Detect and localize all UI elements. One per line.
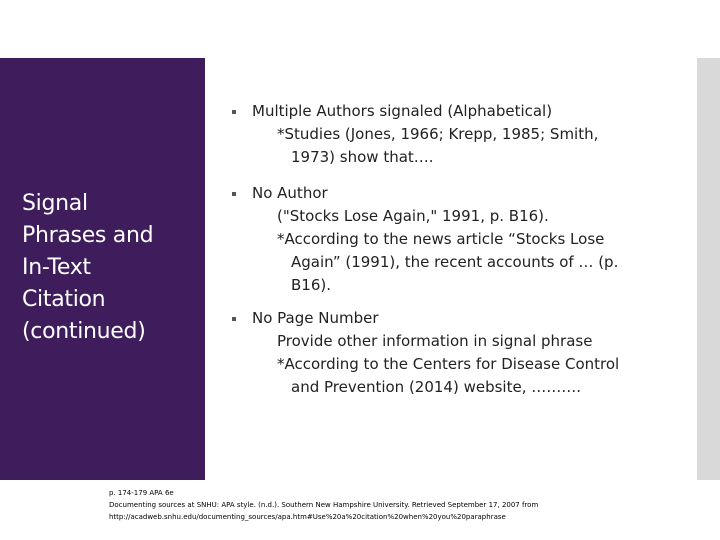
title-line: Phrases and [22,223,154,248]
slide-title [22,188,197,348]
bullet-detail-line: Again” (1991), the recent accounts of … (p. [291,253,619,271]
bullet-no-author [232,182,707,297]
bullet-detail-line: 1973) show that…. [291,148,434,166]
bullet-detail-line: and Prevention (2014) website, ………. [291,378,582,396]
bullet-detail-line: *According to the news article “Stocks Lose [277,230,605,248]
citation-rules-list [232,100,687,396]
footnote-url[interactable]: http://acadweb.snhu.edu/documenting_sources/apa.htm#Use%20a%20citation%20when%20you%20paraphrase [109,513,506,521]
bullet-multiple-authors [232,100,687,169]
bullet-heading: No Author [252,184,328,202]
bullet-detail-line: ("Stocks Lose Again," 1991, p. B16). [277,207,549,225]
bullet-detail-line: *According to the Centers for Disease Control [277,355,620,373]
title-line: (continued) [22,319,146,344]
square-bullet-icon [232,317,236,321]
square-bullet-icon [232,192,236,196]
footnote-line: p. 174-179 APA 6e [109,489,174,497]
title-line: In-Text [22,255,91,280]
square-bullet-icon [232,110,236,114]
title-line: Citation [22,287,106,312]
bullet-heading: No Page Number [252,309,379,327]
title-line: Signal [22,191,88,216]
source-footnote [109,487,699,523]
bullet-detail-line: B16). [291,276,331,294]
bullet-detail-line: Provide other information in signal phrase [277,332,593,350]
bullet-no-page-number [232,307,707,399]
bullet-heading: Multiple Authors signaled (Alphabetical) [252,102,553,120]
bullet-detail-line: *Studies (Jones, 1966; Krepp, 1985; Smith, [277,125,599,143]
footnote-line: Documenting sources at SNHU: APA style. (n.d.). Southern New Hampshire University. Retrieved September 17, 2007 from [109,501,539,509]
